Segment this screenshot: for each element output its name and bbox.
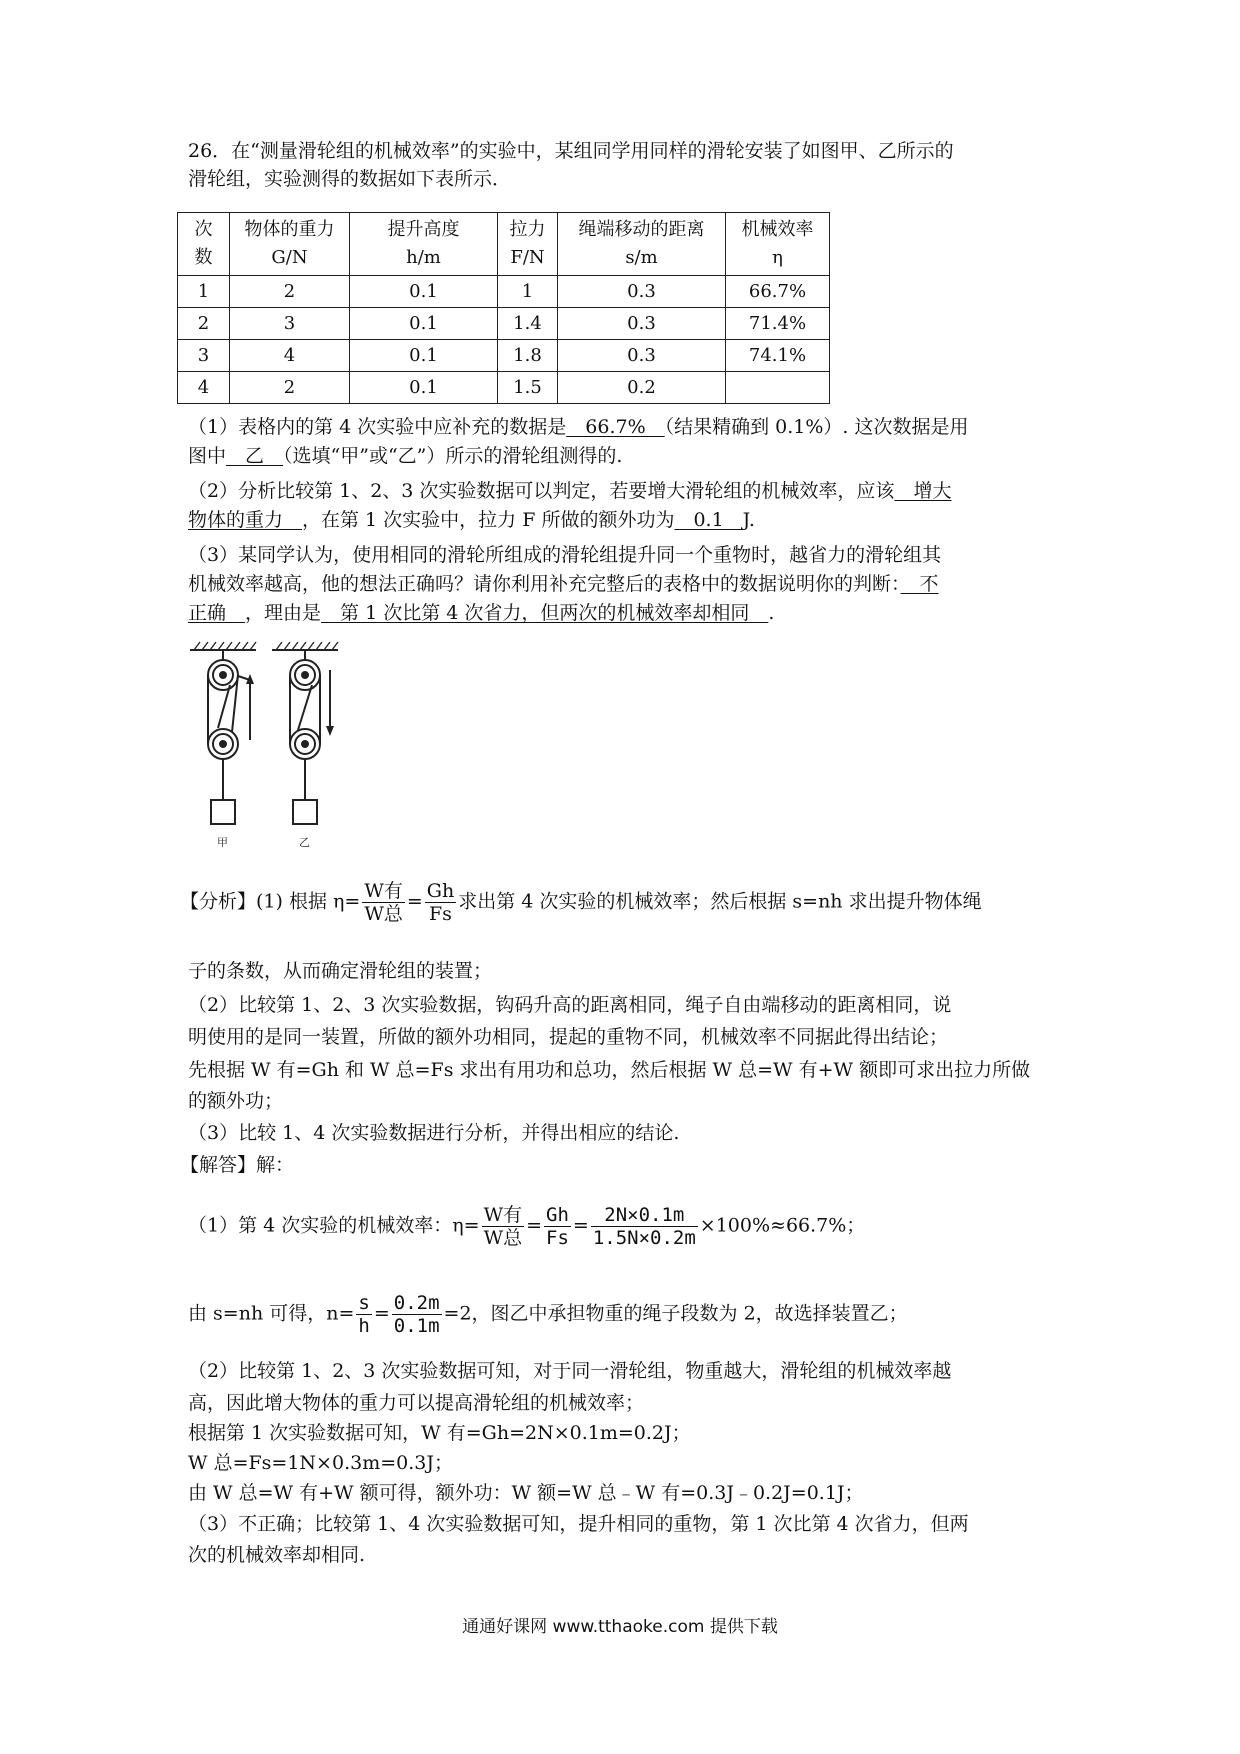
- table-cell: 4: [230, 340, 350, 372]
- table-cell: 0.1: [350, 372, 498, 404]
- table-cell: 0.3: [558, 308, 726, 340]
- table-cell: 0.2: [558, 372, 726, 404]
- table-header: 物体的重力 G/N: [230, 213, 350, 276]
- solution-line-7: 由 W 总=W 有+W 额可得，额外功：W 额=W 总﹣W 有=0.3J﹣0.2J=0.1J；: [188, 1482, 864, 1504]
- table-cell: 0.3: [558, 276, 726, 308]
- table-header: 提升高度 h/m: [350, 213, 498, 276]
- table-cell: 4: [178, 372, 230, 404]
- solution-line-3: （2）比较第 1、2、3 次实验数据可知，对于同一滑轮组，物重越大，滑轮组的机械效率越: [188, 1360, 952, 1382]
- numeric-fraction: $\frac{2N\times 0.1m}{1.5N\times 0.2m}$: [592, 1204, 696, 1249]
- analysis-line-6: 的额外功；: [188, 1090, 284, 1112]
- page-footer: 通通好课网 www.tthaoke.com 提供下载: [462, 1617, 778, 1637]
- table-cell: 3: [230, 308, 350, 340]
- table-header: 拉力 F/N: [498, 213, 558, 276]
- answer-blank: 不: [900, 573, 939, 595]
- table-cell: 1.4: [498, 308, 558, 340]
- table-cell: 0.1: [350, 340, 498, 372]
- solution-line-6: W 总=Fs=1N×0.3m=0.3J；: [188, 1452, 453, 1474]
- question-line-1: 26．在“测量滑轮组的机械效率”的实验中，某组同学用同样的滑轮安装了如图甲、乙所示的: [188, 140, 954, 162]
- analysis-line-5: 先根据 W 有=Gh 和 W 总=Fs 求出有用功和总功，然后根据 W 总=W 有+W 额即可求出拉力所做: [188, 1059, 1031, 1081]
- analysis-line-4: 明使用的是同一装置，所做的额外功相同，提起的重物不同，机械效率不同据此得出结论；: [188, 1026, 949, 1048]
- pulley-figure: [180, 640, 340, 865]
- table-row: [178, 276, 830, 308]
- s-h-fraction: $\frac{s}{h}$: [358, 1292, 370, 1337]
- analysis-line-2: 子的条数，从而确定滑轮组的装置；: [188, 960, 493, 982]
- table-header: 次 数: [178, 213, 230, 276]
- q2-line-2: 物体的重力 ，在第 1 次实验中，拉力 F 所做的额外功为 0.1 J.: [188, 509, 755, 531]
- table-row: [178, 372, 830, 404]
- figure-label-left: 甲: [217, 836, 228, 849]
- table-cell: 1.5: [498, 372, 558, 404]
- analysis-line-3: （2）比较第 1、2、3 次实验数据，钩码升高的距离相同，绳子自由端移动的距离相同，说: [188, 994, 952, 1016]
- table-header: 机械效率 η: [726, 213, 830, 276]
- solution-line-4: 高，因此增大物体的重力可以提高滑轮组的机械效率；: [188, 1392, 645, 1414]
- question-line-2: 滑轮组，实验测得的数据如下表所示．: [188, 168, 512, 190]
- answer-blank: 增大: [894, 480, 952, 502]
- table-cell: 0.1: [350, 308, 498, 340]
- efficiency-fraction: $\frac{\text{W有}}{\text{W总}}$: [483, 1204, 523, 1249]
- table-row: [178, 308, 830, 340]
- analysis-line-7: （3）比较 1、4 次实验数据进行分析，并得出相应的结论.: [188, 1122, 680, 1144]
- q1-line-2: 图中 乙 （选填“甲”或“乙”）所示的滑轮组测得的.: [188, 445, 623, 467]
- table-cell: 1.8: [498, 340, 558, 372]
- table-cell: 0.3: [558, 340, 726, 372]
- table-header: 绳端移动的距离 s/m: [558, 213, 726, 276]
- solution-line-8: （3）不正确；比较第 1、4 次实验数据可知，提升相同的重物，第 1 次比第 4 次省力，但两: [188, 1513, 969, 1535]
- table-row: [178, 340, 830, 372]
- gh-fs-fraction: $\frac{Gh}{Fs}$: [546, 1204, 569, 1249]
- table-cell: [726, 372, 830, 404]
- numeric-fraction: $\frac{0.2m}{0.1m}$: [393, 1292, 440, 1337]
- table-cell: 66.7%: [726, 276, 830, 308]
- table-cell: 2: [230, 372, 350, 404]
- data-table: [177, 212, 830, 404]
- answer-blank: 第 1 次比第 4 次省力，但两次的机械效率却相同: [321, 602, 769, 624]
- answer-blank: 66.7%: [566, 416, 665, 438]
- q2-line-1: （2）分析比较第 1、2、3 次实验数据可以判定，若要增大滑轮组的机械效率，应该 增大: [188, 480, 952, 502]
- figure-label-right: 乙: [299, 836, 310, 849]
- table-cell: 3: [178, 340, 230, 372]
- table-cell: 2: [230, 276, 350, 308]
- table-cell: 71.4%: [726, 308, 830, 340]
- table-header-row: [178, 213, 830, 276]
- q3-line-2: 机械效率越高，他的想法正确吗？请你利用补充完整后的表格中的数据说明你的判断： 不: [188, 573, 939, 595]
- q1-line-1: （1）表格内的第 4 次实验中应补充的数据是 66.7% （结果精确到 0.1%）. 这次数据是用: [188, 416, 969, 438]
- table-cell: 1: [178, 276, 230, 308]
- efficiency-fraction: $\frac{\text{W有}}{\text{W总}}$: [364, 880, 403, 925]
- solution-line-1: （1）第 4 次实验的机械效率：η= $\frac{\text{W有}}{\text{W总}}$ = $\frac{Gh}{Fs}$ = $\frac{2N\times 0.1m}{1.5N\times 0.2m}$ ×100%≈66.7%；: [188, 1204, 866, 1249]
- solution-line-9: 次的机械效率却相同.: [188, 1544, 366, 1566]
- q3-line-1: （3）某同学认为，使用相同的滑轮所组成的滑轮组提升同一个重物时，越省力的滑轮组其: [188, 544, 942, 566]
- solution-title: 【解答】解：: [180, 1154, 295, 1176]
- table-cell: 74.1%: [726, 340, 830, 372]
- table-cell: 0.1: [350, 276, 498, 308]
- table-cell: 1: [498, 276, 558, 308]
- answer-blank: 物体的重力: [188, 509, 303, 531]
- table-cell: 2: [178, 308, 230, 340]
- solution-line-2: 由 s=nh 可得，n= $\frac{s}{h}$ = $\frac{0.2m}{0.1m}$ =2，图乙中承担物重的绳子段数为 2，故选择装置乙；: [188, 1292, 908, 1337]
- answer-blank: 0.1: [674, 509, 743, 531]
- answer-blank: 正确: [188, 602, 246, 624]
- solution-line-5: 根据第 1 次实验数据可知，W 有=Gh=2N×0.1m=0.2J；: [188, 1422, 691, 1444]
- answer-blank: 乙: [226, 445, 284, 467]
- q3-line-3: 正确 ，理由是 第 1 次比第 4 次省力，但两次的机械效率却相同 .: [188, 602, 775, 624]
- analysis-line-1: 【分析】(1) 根据 η= $\frac{\text{W有}}{\text{W总}}$ = $\frac{Gh}{Fs}$ 求出第 4 次实验的机械效率；然后根据 s=nh 求出提升物体绳: [180, 880, 982, 925]
- gh-fs-fraction: $\frac{Gh}{Fs}$: [426, 880, 455, 925]
